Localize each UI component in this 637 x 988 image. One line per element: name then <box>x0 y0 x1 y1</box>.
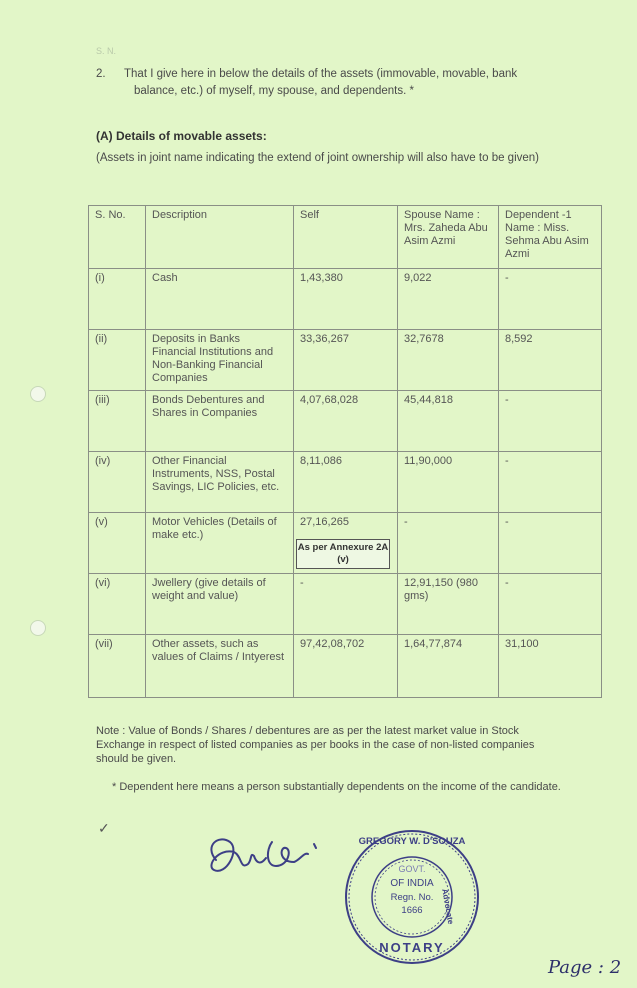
paragraph-2-line1: That I give here in below the details of the assets (immovable, movable, bank <box>124 68 518 80</box>
cell-sno: (ii) <box>89 330 146 391</box>
cell-sno: (vi) <box>89 574 146 635</box>
cell-spouse: 45,44,818 <box>398 391 499 452</box>
stamp-ring-top: GREGORY W. D'SOUZA <box>358 836 466 847</box>
stamp-ring-bottom: NOTARY <box>379 940 445 955</box>
stamp-line1: GOVT. <box>398 864 426 874</box>
cell-description: Motor Vehicles (Details of make etc.) <box>146 513 294 574</box>
cell-dependent: - <box>499 513 602 574</box>
paragraph-2-line2: balance, etc.) of myself, my spouse, and dependents. * <box>134 85 414 97</box>
cell-sno: (vii) <box>89 635 146 698</box>
punch-hole <box>30 620 46 636</box>
cell-sno: (v) <box>89 513 146 574</box>
cell-spouse: 9,022 <box>398 269 499 330</box>
notary-stamp <box>343 828 481 966</box>
header-dependent: Dependent -1 Name : Miss. Sehma Abu Asim Azmi <box>499 206 602 269</box>
cell-dependent: 31,100 <box>499 635 602 698</box>
stamp-ring-right: Advocate <box>440 888 456 926</box>
cell-sno: (iii) <box>89 391 146 452</box>
header-self: Self <box>294 206 398 269</box>
cell-self: 4,07,68,028 <box>294 391 398 452</box>
cell-spouse: 12,91,150 (980 gms) <box>398 574 499 635</box>
cell-self: 8,11,086 <box>294 452 398 513</box>
cell-self: 97,42,08,702 <box>294 635 398 698</box>
cell-self-value: 27,16,265 <box>300 516 349 528</box>
table-header-row <box>89 206 602 269</box>
dependent-note: * Dependent here means a person substantially dependents on the income of the candidate. <box>112 781 561 793</box>
cell-dependent: 8,592 <box>499 330 602 391</box>
cell-sno: (iv) <box>89 452 146 513</box>
movable-assets-table <box>88 205 602 698</box>
table-row <box>89 513 602 574</box>
stamp-line2: OF INDIA <box>390 878 434 889</box>
cell-dependent: - <box>499 391 602 452</box>
header-description: Description <box>146 206 294 269</box>
section-a-title: (A) Details of movable assets: <box>96 129 267 143</box>
cell-spouse: - <box>398 513 499 574</box>
cell-description: Deposits in Banks Financial Institutions and Non-Banking Financial Companies <box>146 330 294 391</box>
cell-description: Jwellery (give details of weight and value) <box>146 574 294 635</box>
page-number: Page : 2 <box>548 957 622 978</box>
table-row <box>89 330 602 391</box>
cell-dependent: - <box>499 452 602 513</box>
valuation-note: Note : Value of Bonds / Shares / debentures are as per the latest market value in Stock Exchange in respect of listed companies as per books in the case of non-listed companies should be given. <box>96 725 535 765</box>
cell-description: Bonds Debentures and Shares in Companies <box>146 391 294 452</box>
annexure-box: As per Annexure 2A (v) <box>296 539 390 569</box>
cell-spouse: 11,90,000 <box>398 452 499 513</box>
table-row <box>89 269 602 330</box>
cell-self: 33,36,267 <box>294 330 398 391</box>
cell-description: Other Financial Instruments, NSS, Postal Savings, LIC Policies, etc. <box>146 452 294 513</box>
cell-spouse: 1,64,77,874 <box>398 635 499 698</box>
table-row <box>89 574 602 635</box>
table-row <box>89 391 602 452</box>
stamp-line4: 1666 <box>401 905 423 916</box>
cell-spouse: 32,7678 <box>398 330 499 391</box>
stamp-line3: Regn. No. <box>390 892 434 903</box>
header-spouse: Spouse Name : Mrs. Zaheda Abu Asim Azmi <box>398 206 499 269</box>
signature <box>196 826 332 888</box>
section-a-subtitle: (Assets in joint name indicating the extend of joint ownership will also have to be given) <box>96 152 539 164</box>
cell-self: 1,43,380 <box>294 269 398 330</box>
check-mark-icon: ✓ <box>98 820 110 836</box>
cell-self <box>294 513 398 574</box>
cell-description: Cash <box>146 269 294 330</box>
paragraph-2 <box>124 66 584 100</box>
corner-mark: S. N. <box>96 46 117 56</box>
punch-hole <box>30 386 46 402</box>
cell-self: - <box>294 574 398 635</box>
table-row <box>89 452 602 513</box>
cell-sno: (i) <box>89 269 146 330</box>
table-row <box>89 635 602 698</box>
cell-dependent: - <box>499 574 602 635</box>
cell-dependent: - <box>499 269 602 330</box>
paragraph-number: 2. <box>96 68 106 80</box>
header-sno: S. No. <box>89 206 146 269</box>
cell-description: Other assets, such as values of Claims / Intyerest <box>146 635 294 698</box>
